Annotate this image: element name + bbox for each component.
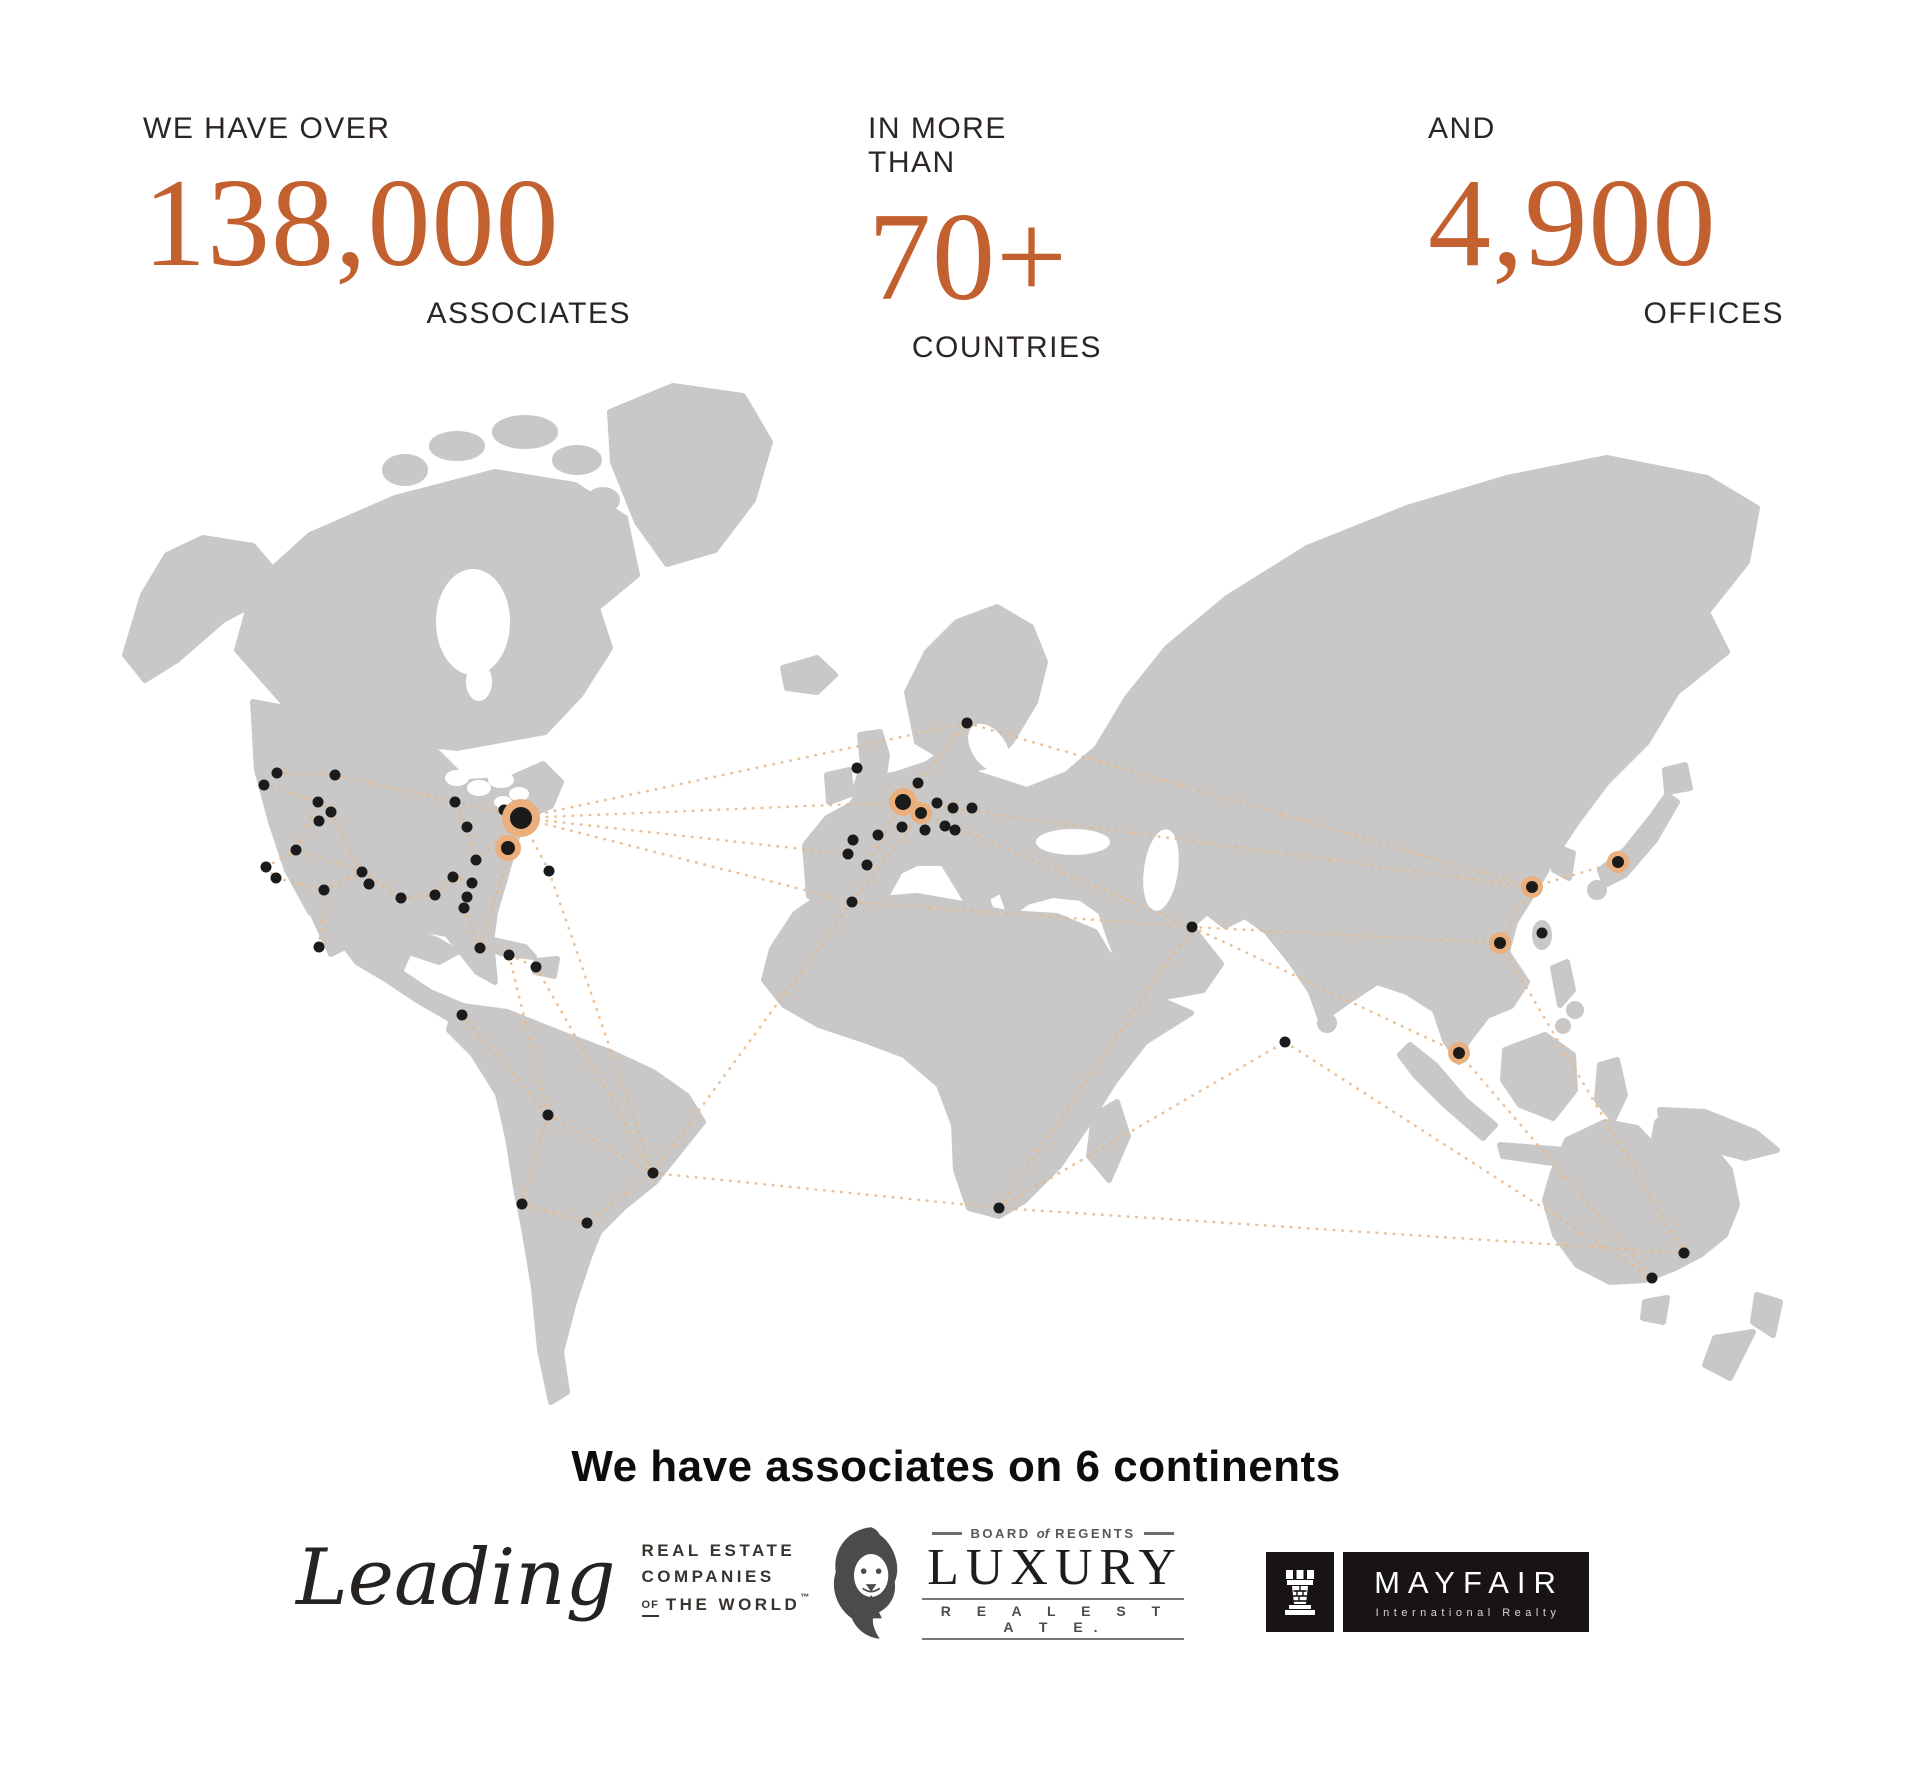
office-dot — [648, 1168, 659, 1179]
mayfair-subline: International Realty — [1375, 1607, 1561, 1619]
office-dot — [504, 950, 515, 961]
office-dot — [271, 873, 282, 884]
tower-icon — [1280, 1566, 1320, 1618]
stat-countries-value: 70+ — [868, 188, 1069, 327]
office-dot — [448, 872, 459, 883]
luxury-realestate-line: R E A L E S T A T E. — [940, 1602, 1172, 1635]
office-dot — [582, 1218, 593, 1229]
office-dot — [940, 821, 951, 832]
regents-word: REGENTS — [1055, 1526, 1136, 1542]
office-dot — [948, 803, 959, 814]
office-dot — [1679, 1248, 1690, 1259]
office-dot — [313, 797, 324, 808]
mayfair-text-box — [1343, 1552, 1589, 1632]
hub-dot — [915, 807, 927, 819]
office-dot — [862, 860, 873, 871]
office-dot — [1537, 928, 1548, 939]
office-dot — [471, 855, 482, 866]
divider — [922, 1638, 1184, 1640]
office-dot — [1187, 922, 1198, 933]
divider — [922, 1598, 1184, 1600]
office-dot — [897, 822, 908, 833]
office-dot — [314, 816, 325, 827]
stat-offices-prefix: AND — [1428, 112, 1496, 145]
office-dot — [920, 825, 931, 836]
leading-line3 — [642, 1591, 810, 1618]
office-dot — [462, 822, 473, 833]
leading-trademark: ™ — [800, 1591, 810, 1602]
right-rule-icon — [1144, 1532, 1174, 1535]
mayfair-logo — [1266, 1552, 1589, 1632]
hub-dot — [510, 807, 532, 829]
office-dot — [543, 1110, 554, 1121]
office-dot — [873, 830, 884, 841]
hub-dot — [1453, 1047, 1465, 1059]
office-dot — [852, 763, 863, 774]
stat-associates-label: ASSOCIATES — [426, 296, 631, 330]
office-dot — [1280, 1037, 1291, 1048]
world-map — [105, 350, 1830, 1410]
mayfair-icon-box — [1266, 1552, 1334, 1632]
luxury-re-logo — [826, 1524, 1184, 1642]
stat-offices-label: OFFICES — [1643, 296, 1784, 330]
office-dot — [1647, 1273, 1658, 1284]
office-dot — [330, 770, 341, 781]
office-dot — [326, 807, 337, 818]
stat-associates-prefix: WE HAVE OVER — [143, 112, 391, 145]
office-dot — [259, 780, 270, 791]
hub-dot — [1612, 856, 1624, 868]
luxury-wordmark: LUXURY — [927, 1539, 1183, 1597]
stat-offices-value: 4,900 — [1428, 154, 1717, 293]
office-dot — [430, 890, 441, 901]
leading-of: OF — [642, 1597, 659, 1617]
connection-line — [653, 1173, 999, 1208]
leading-script-wordmark: Leading — [296, 1533, 616, 1624]
office-dot — [517, 1199, 528, 1210]
office-dot — [467, 878, 478, 889]
leading-logo-text — [642, 1538, 810, 1618]
hub-dot — [895, 794, 911, 810]
board-word: BOARD — [970, 1526, 1031, 1542]
lion-icon — [826, 1524, 912, 1642]
leading-line1: REAL ESTATE — [641, 1541, 796, 1560]
office-dot — [932, 798, 943, 809]
of-word: of — [1036, 1526, 1050, 1542]
hub-dot — [1526, 881, 1538, 893]
stat-countries-prefix: IN MORE THAN — [868, 112, 1007, 179]
hub-dot — [501, 841, 515, 855]
stat-associates-value: 138,000 — [143, 154, 560, 293]
office-dot — [272, 768, 283, 779]
leading-world: THE WORLD — [665, 1594, 801, 1614]
leading-line2: COMPANIES — [641, 1567, 775, 1587]
stat-countries-label: COUNTRIES — [911, 330, 1102, 364]
office-dot — [450, 797, 461, 808]
office-dot — [994, 1203, 1005, 1214]
office-dot — [457, 1010, 468, 1021]
connection-line — [521, 818, 852, 902]
stat-associates — [143, 112, 631, 331]
world-map-svg — [105, 350, 1830, 1410]
office-dot — [843, 849, 854, 860]
hub-dot — [1494, 937, 1506, 949]
office-dot — [544, 866, 555, 877]
left-rule-icon — [932, 1532, 962, 1535]
stat-countries — [868, 112, 1102, 365]
office-dot — [475, 943, 486, 954]
office-dot — [462, 892, 473, 903]
mayfair-wordmark: MAYFAIR — [1374, 1565, 1564, 1600]
connection-line — [521, 818, 848, 854]
office-dot — [459, 903, 470, 914]
office-dot — [847, 897, 858, 908]
office-dot — [314, 942, 325, 953]
office-dot — [364, 879, 375, 890]
office-dot — [319, 885, 330, 896]
office-dot — [261, 862, 272, 873]
office-dot — [291, 845, 302, 856]
office-dot — [396, 893, 407, 904]
office-dot — [848, 835, 859, 846]
office-dot — [950, 825, 961, 836]
office-dot — [967, 803, 978, 814]
stat-offices — [1428, 112, 1784, 331]
office-dot — [962, 718, 973, 729]
office-dot — [913, 778, 924, 789]
luxury-logo-text — [922, 1526, 1184, 1640]
office-dot — [357, 867, 368, 878]
leading-re-logo — [296, 1533, 810, 1624]
map-caption: We have associates on 6 continents — [571, 1442, 1341, 1491]
office-dot — [531, 962, 542, 973]
